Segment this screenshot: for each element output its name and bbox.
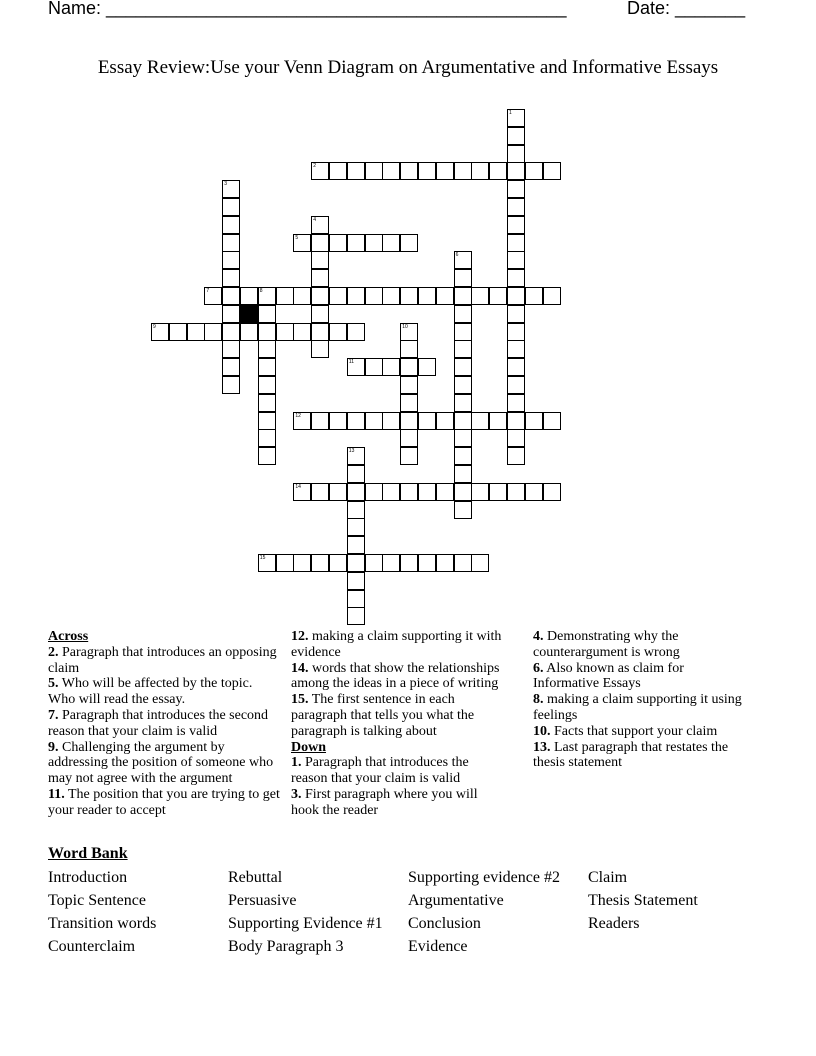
crossword-cell[interactable]: [436, 162, 454, 180]
clue-across-12: 12. making a claim supporting it with evidence: [291, 629, 502, 660]
crossword-cell[interactable]: [365, 412, 383, 430]
crossword-cell[interactable]: [507, 340, 525, 358]
crossword-cell[interactable]: [365, 483, 383, 501]
crossword-cell[interactable]: [436, 287, 454, 305]
crossword-cell[interactable]: [507, 198, 525, 216]
crossword-cell[interactable]: [525, 287, 543, 305]
word-bank-item: Rebuttal: [228, 869, 283, 886]
word-bank-item: Supporting Evidence #1: [228, 915, 383, 932]
clues-column-1: [48, 629, 280, 819]
crossword-cell[interactable]: [507, 394, 525, 412]
crossword-cell[interactable]: [418, 162, 436, 180]
name-line: Name: ______________________________________________: [48, 0, 567, 18]
crossword-cell[interactable]: [454, 429, 472, 447]
crossword-cell[interactable]: [436, 412, 454, 430]
word-bank-item: Readers: [588, 915, 640, 932]
word-bank-item: Topic Sentence: [48, 892, 146, 909]
crossword-cell[interactable]: [347, 536, 365, 554]
crossword-cell[interactable]: [400, 483, 418, 501]
crossword-cell[interactable]: [400, 358, 418, 376]
crossword-cell[interactable]: [276, 554, 294, 572]
clues-column-3: [533, 629, 753, 771]
crossword-cell[interactable]: [382, 483, 400, 501]
crossword-cell[interactable]: [418, 554, 436, 572]
crossword-cell[interactable]: [400, 394, 418, 412]
crossword-cell[interactable]: [222, 216, 240, 234]
crossword-cell[interactable]: [187, 323, 205, 341]
clue-number: 7: [206, 288, 210, 294]
crossword-cell[interactable]: [507, 376, 525, 394]
clue-number: 2: [313, 163, 316, 170]
clue-number: 11: [348, 359, 354, 366]
crossword-cell[interactable]: [347, 465, 365, 483]
clue-across-7: 7. Paragraph that introduces the second reason that your claim is valid: [48, 707, 269, 739]
crossword-cell[interactable]: [311, 323, 329, 341]
crossword-cell[interactable]: [454, 269, 472, 287]
clue-number: 3: [224, 181, 227, 188]
crossword-cell[interactable]: [507, 162, 525, 180]
crossword-cell[interactable]: [311, 483, 329, 501]
crossword-cell[interactable]: [258, 429, 276, 447]
crossword-cell[interactable]: [311, 412, 329, 430]
crossword-cell[interactable]: [365, 554, 383, 572]
clue-down-4: 4. Demonstrating why the counterargument is wrong: [533, 629, 680, 660]
crossword-cell[interactable]: [276, 323, 294, 341]
clue-down-6: 6. Also known as claim for Informative Essays: [533, 660, 684, 692]
crossword-cell[interactable]: [454, 340, 472, 358]
crossword-cell[interactable]: [240, 287, 258, 305]
crossword-cell[interactable]: [222, 305, 240, 323]
clue-number: 6: [455, 252, 459, 259]
crossword-cell[interactable]: [222, 323, 240, 341]
crossword-cell[interactable]: [329, 162, 347, 180]
crossword-cell[interactable]: [454, 358, 472, 376]
crossword-cell[interactable]: [311, 269, 329, 287]
crossword-cell[interactable]: [382, 287, 400, 305]
crossword-cell[interactable]: [507, 145, 525, 163]
crossword-cell[interactable]: [543, 412, 561, 430]
crossword-cell[interactable]: [329, 234, 347, 252]
crossword-cell[interactable]: [400, 429, 418, 447]
crossword-cell[interactable]: [418, 412, 436, 430]
clue-across-11: 11. The position that you are trying to get your reader to accept: [48, 786, 280, 818]
crossword-cell[interactable]: [507, 287, 525, 305]
crossword-cell[interactable]: [436, 483, 454, 501]
clues-column-2: [291, 629, 506, 819]
crossword-cell[interactable]: [311, 287, 329, 305]
crossword-cell[interactable]: [240, 323, 258, 341]
crossword-cell[interactable]: [400, 376, 418, 394]
clue-down-13: 13. Last paragraph that restates the thesis statement: [533, 739, 729, 771]
crossword-cell[interactable]: [400, 162, 418, 180]
crossword-cell[interactable]: [400, 554, 418, 572]
across-heading: Across: [48, 629, 89, 644]
crossword-cell[interactable]: [454, 287, 472, 305]
crossword-cell[interactable]: [400, 234, 418, 252]
crossword-cell[interactable]: [471, 287, 489, 305]
crossword-cell[interactable]: [311, 251, 329, 269]
crossword-cell[interactable]: [507, 234, 525, 252]
clue-number: 8: [259, 288, 263, 294]
crossword-cell[interactable]: [454, 501, 472, 519]
crossword-cell[interactable]: [507, 323, 525, 341]
crossword-cell[interactable]: [507, 180, 525, 198]
crossword-cell[interactable]: [329, 323, 347, 341]
crossword-cell[interactable]: [365, 358, 383, 376]
crossword-cell[interactable]: [543, 287, 561, 305]
crossword-cell[interactable]: [329, 554, 347, 572]
word-bank-item: Evidence: [408, 938, 468, 955]
crossword-cell[interactable]: [329, 412, 347, 430]
crossword-cell[interactable]: [454, 447, 472, 465]
crossword-cell[interactable]: [525, 162, 543, 180]
word-bank-item: Transition words: [48, 915, 157, 932]
crossword-cell[interactable]: [507, 412, 525, 430]
crossword-cell[interactable]: [400, 412, 418, 430]
clue-number: 10: [402, 323, 408, 330]
crossword-cell[interactable]: [454, 412, 472, 430]
crossword-cell[interactable]: [454, 162, 472, 180]
crossword-cell[interactable]: [347, 607, 365, 625]
crossword-cell[interactable]: [454, 394, 472, 412]
clue-number: 4: [313, 216, 316, 223]
crossword-cell[interactable]: [471, 483, 489, 501]
crossword-cell[interactable]: [258, 358, 276, 376]
crossword-cell[interactable]: [347, 554, 365, 572]
clue-down-8: 8. making a claim supporting it using feelings: [533, 692, 742, 723]
crossword-cell[interactable]: [347, 501, 365, 519]
crossword-cell[interactable]: [471, 162, 489, 180]
crossword-cell[interactable]: [169, 323, 187, 341]
crossword-cell[interactable]: [525, 483, 543, 501]
crossword-cell[interactable]: [507, 251, 525, 269]
word-bank-item: Supporting evidence #2: [408, 869, 560, 886]
word-bank-heading: Word Bank: [48, 845, 128, 862]
crossword-cell[interactable]: [507, 358, 525, 376]
crossword-cell[interactable]: [258, 340, 276, 358]
word-bank-item: Introduction: [48, 869, 128, 886]
crossword-cell[interactable]: [543, 483, 561, 501]
crossword-cell[interactable]: [382, 554, 400, 572]
crossword-cell[interactable]: [347, 412, 365, 430]
crossword-cell[interactable]: [454, 376, 472, 394]
clue-number: 13: [348, 448, 355, 455]
clue-number: 15: [259, 555, 266, 561]
crossword-cell[interactable]: [507, 305, 525, 323]
crossword-cell[interactable]: [400, 287, 418, 305]
crossword-cell[interactable]: [418, 483, 436, 501]
clue-down-10: 10. Facts that support your claim: [533, 723, 718, 739]
word-bank-item: Claim: [588, 869, 628, 886]
crossword-cell[interactable]: [382, 162, 400, 180]
crossword-cell[interactable]: [293, 323, 311, 341]
crossword-cell[interactable]: [258, 412, 276, 430]
crossword-cell[interactable]: [507, 429, 525, 447]
crossword-cell[interactable]: [258, 394, 276, 412]
crossword-cell[interactable]: [489, 483, 507, 501]
crossword-cell[interactable]: [507, 269, 525, 287]
crossword-cell[interactable]: [222, 269, 240, 287]
crossword-cell[interactable]: [471, 412, 489, 430]
crossword-cell[interactable]: [258, 376, 276, 394]
crossword-cell[interactable]: [400, 447, 418, 465]
word-bank-item: Argumentative: [408, 892, 504, 909]
crossword-cell[interactable]: [382, 358, 400, 376]
word-bank-item: Thesis Statement: [588, 892, 698, 909]
crossword-cell[interactable]: [258, 447, 276, 465]
crossword-cell[interactable]: [454, 465, 472, 483]
crossword-cell[interactable]: [489, 287, 507, 305]
crossword-cell[interactable]: [543, 162, 561, 180]
crossword-cell[interactable]: [311, 234, 329, 252]
clue-across-5: 5. Who will be affected by the topic. Who will read the essay.: [48, 676, 253, 708]
clue-number: 5: [295, 234, 299, 241]
crossword-cell[interactable]: [347, 234, 365, 252]
crossword-cell[interactable]: [347, 162, 365, 180]
crossword-cell[interactable]: [400, 340, 418, 358]
crossword-cell[interactable]: [418, 287, 436, 305]
crossword-black-cell: [240, 305, 258, 323]
clue-across-2: 2. Paragraph that introduces an opposing claim: [48, 644, 277, 676]
word-bank-item: Persuasive: [228, 892, 297, 909]
crossword-cell[interactable]: [222, 287, 240, 305]
crossword-cell[interactable]: [293, 287, 311, 305]
crossword-cell[interactable]: [347, 287, 365, 305]
crossword-cell[interactable]: [347, 572, 365, 590]
crossword-cell[interactable]: [347, 323, 365, 341]
crossword-cell[interactable]: [347, 518, 365, 536]
crossword-cell[interactable]: [525, 412, 543, 430]
crossword-cell[interactable]: [311, 305, 329, 323]
clue-number: 12: [295, 412, 301, 419]
crossword-cell[interactable]: [489, 412, 507, 430]
clue-number: 9: [153, 323, 156, 330]
crossword-cell[interactable]: [454, 305, 472, 323]
crossword-cell[interactable]: [489, 162, 507, 180]
crossword-cell[interactable]: [382, 412, 400, 430]
crossword-cell[interactable]: [222, 376, 240, 394]
crossword-cell[interactable]: [258, 323, 276, 341]
crossword-cell[interactable]: [436, 554, 454, 572]
down-heading: Down: [291, 739, 327, 755]
word-bank-item: Counterclaim: [48, 938, 136, 955]
crossword-cell[interactable]: [507, 216, 525, 234]
clue-across-14: 14. words that show the relationships among the ideas in a piece of writing: [291, 660, 500, 692]
crossword-cell[interactable]: [507, 127, 525, 145]
date-line: Date: _______: [627, 0, 746, 18]
crossword-cell[interactable]: [222, 358, 240, 376]
crossword-cell[interactable]: [329, 287, 347, 305]
crossword-cell[interactable]: [222, 340, 240, 358]
crossword-cell[interactable]: [471, 554, 489, 572]
clue-down-3: 3. First paragraph where you will hook the reader: [291, 786, 478, 818]
crossword-cell[interactable]: [311, 340, 329, 358]
crossword-cell[interactable]: [418, 358, 436, 376]
clue-number: 1: [509, 110, 512, 116]
crossword-cell[interactable]: [347, 590, 365, 608]
crossword-cell[interactable]: [276, 287, 294, 305]
crossword-cell[interactable]: [365, 234, 383, 252]
crossword-cell[interactable]: [365, 287, 383, 305]
crossword-cell[interactable]: [222, 198, 240, 216]
crossword-cell[interactable]: [258, 305, 276, 323]
crossword-cell[interactable]: [222, 234, 240, 252]
crossword-cell[interactable]: [454, 323, 472, 341]
clue-across-15: 15. The first sentence in each paragraph that tells you what the paragraph is talking about: [291, 692, 475, 739]
clue-number: 14: [295, 483, 301, 490]
page-title: Essay Review:Use your Venn Diagram on Argumentative and Informative Essays: [97, 57, 719, 78]
crossword-cell[interactable]: [329, 483, 347, 501]
word-bank-item: Conclusion: [408, 915, 481, 932]
crossword-cell[interactable]: [454, 483, 472, 501]
crossword-cell[interactable]: [454, 554, 472, 572]
clue-across-9: 9. Challenging the argument by addressing the position of someone who may not agree with the argument: [48, 739, 274, 787]
crossword-cell[interactable]: [347, 483, 365, 501]
crossword-cell[interactable]: [507, 447, 525, 465]
word-bank-item: Body Paragraph 3: [228, 938, 344, 955]
crossword-cell[interactable]: [507, 483, 525, 501]
crossword-cell[interactable]: [365, 162, 383, 180]
crossword-cell[interactable]: [204, 323, 222, 341]
crossword-cell[interactable]: [222, 251, 240, 269]
crossword-cell[interactable]: [382, 234, 400, 252]
crossword-cell[interactable]: [293, 554, 311, 572]
clue-down-1: 1. Paragraph that introduces the reason that your claim is valid: [291, 755, 469, 787]
crossword-cell[interactable]: [311, 554, 329, 572]
